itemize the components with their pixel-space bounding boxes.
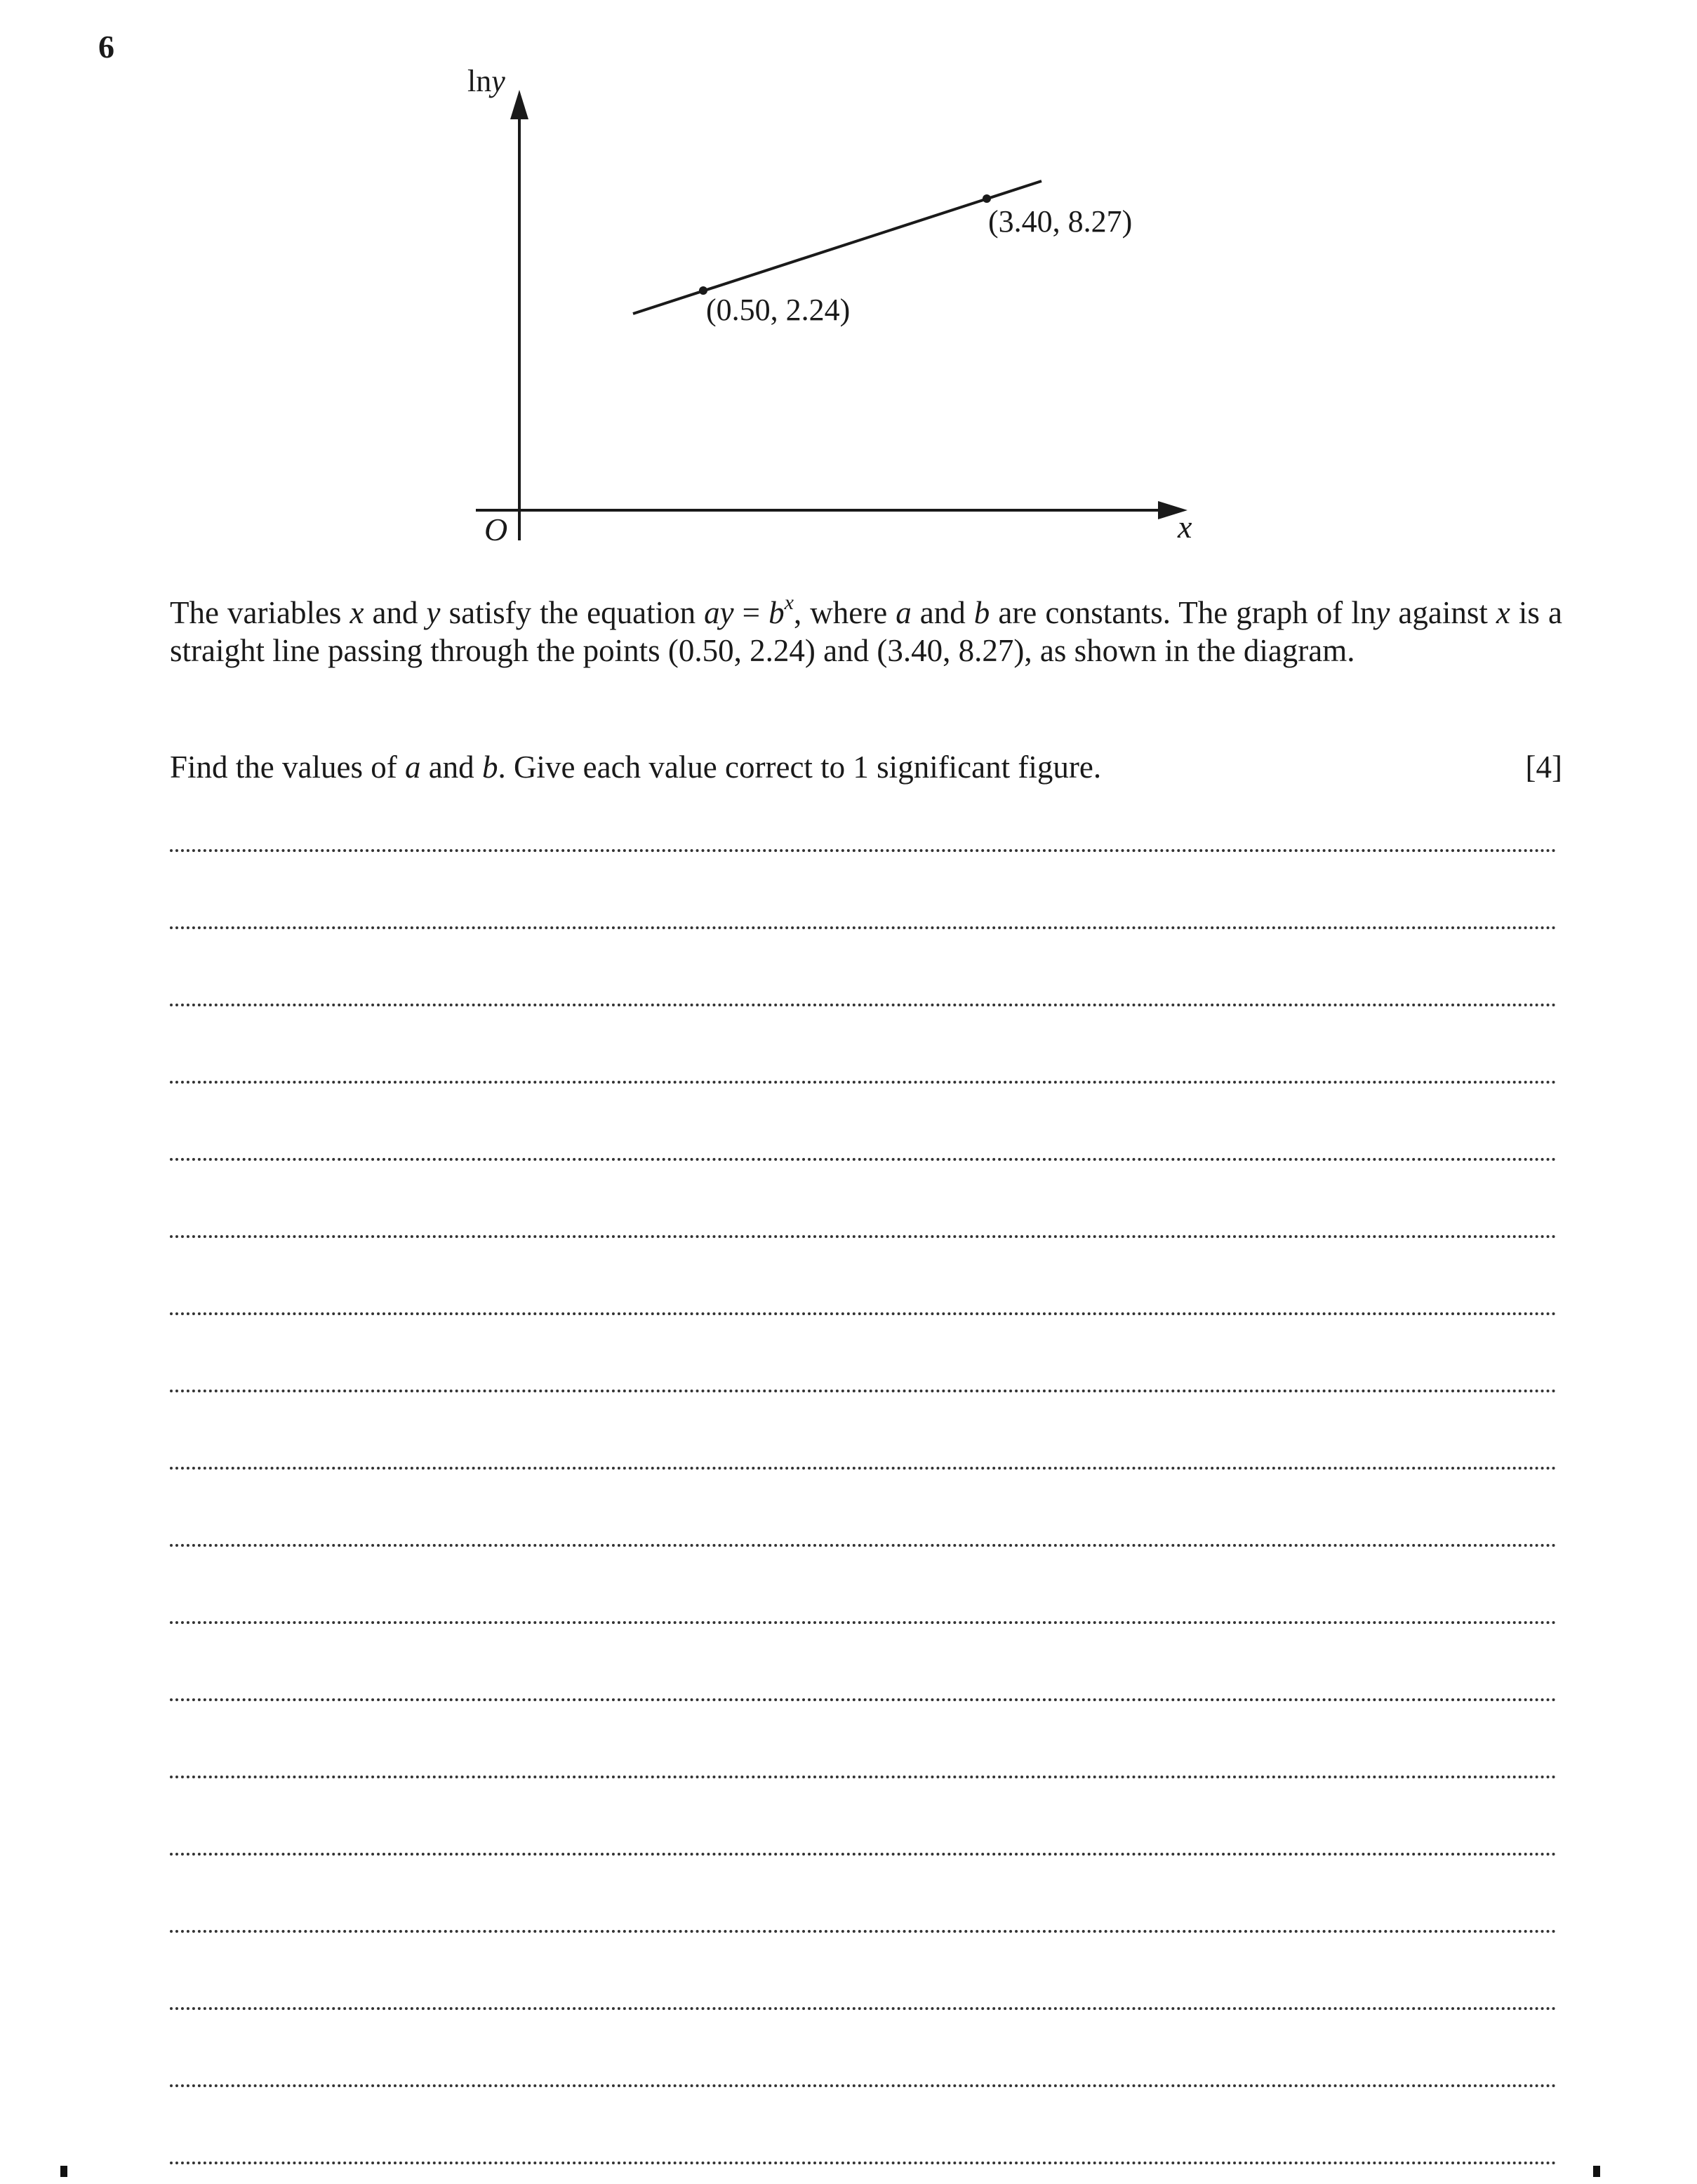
answer-line[interactable] [170,2084,1557,2087]
answer-line[interactable] [170,1776,1557,1778]
answer-line[interactable] [170,1004,1557,1006]
y-axis-label: lny [467,64,505,98]
answer-line[interactable] [170,1467,1557,1470]
question-number: 6 [98,29,114,65]
x-axis-label: x [1178,509,1192,545]
answer-line[interactable] [170,926,1557,929]
answer-line[interactable] [170,1312,1557,1315]
question-text: The variables x and y satisfy the equation ay = $b^x$, where a and b are constants. The graph of lny against x is a straight line passing through the points (0.50, 2.24) and (3.40, 8.27), as shown in the diagram. [170,591,1562,668]
answer-line[interactable] [170,1158,1557,1161]
answer-line[interactable] [170,2162,1557,2164]
answer-line[interactable] [170,2007,1557,2010]
answer-line[interactable] [170,1544,1557,1547]
answer-line[interactable] [170,1621,1557,1624]
y-axis-arrowhead [510,90,528,119]
ln-y-against-x-graph [0,0,1697,575]
answer-line[interactable] [170,1235,1557,1238]
origin-label: O [484,512,508,547]
registration-mark-left [60,2166,67,2177]
point-2-label: (3.40, 8.27) [988,204,1133,239]
registration-mark-right [1593,2166,1600,2177]
answer-line[interactable] [170,1930,1557,1933]
point-2-marker [983,194,991,203]
answer-line[interactable] [170,1853,1557,1856]
answer-line[interactable] [170,849,1557,852]
answer-line[interactable] [170,1081,1557,1084]
question-instruction: Find the values of a and b. Give each value correct to 1 significant figure. [170,750,1102,785]
marks-allocation: [4] [1525,750,1562,785]
point-1-label: (0.50, 2.24) [706,293,851,327]
answer-line[interactable] [170,1390,1557,1392]
answer-line[interactable] [170,1698,1557,1701]
